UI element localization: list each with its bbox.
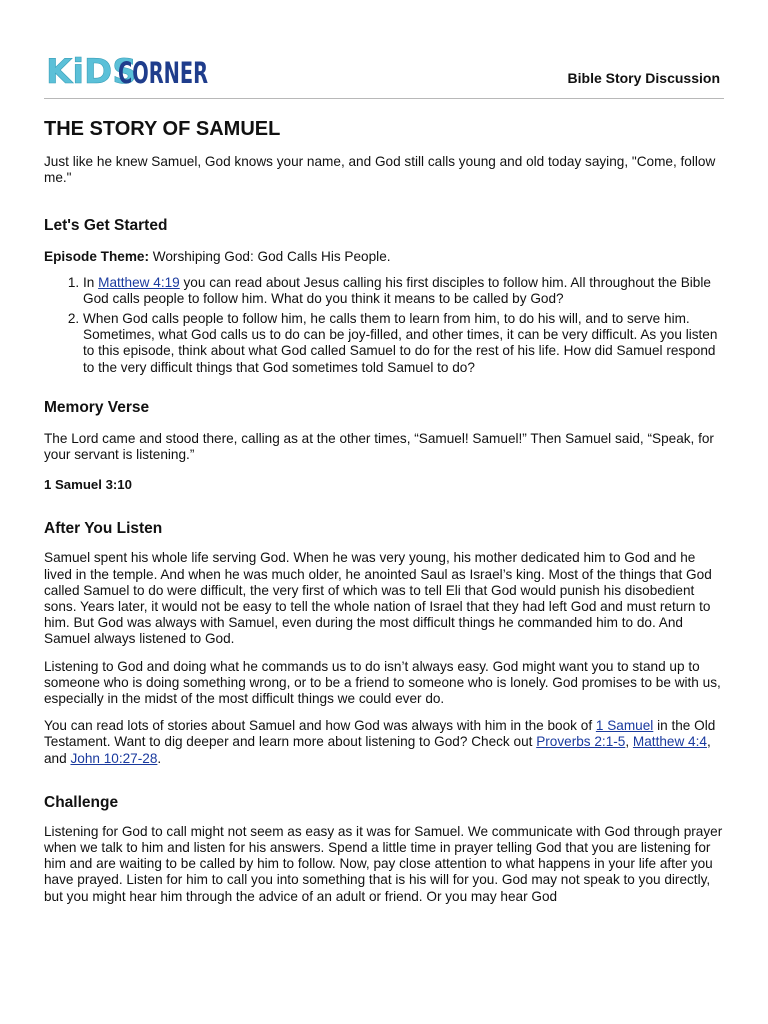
page-title: THE STORY OF SAMUEL xyxy=(44,118,281,140)
paragraph-text: , and xyxy=(44,734,711,766)
list-item xyxy=(83,275,724,307)
intro-paragraph: Just like he knew Samuel, God knows your name, and God still calls young and old today saying, "Come, follow me." xyxy=(44,154,716,186)
paragraph-text: . xyxy=(157,750,162,766)
paragraph-text: in the Old Testament. Want to dig deeper and learn more about listening to God? Check out xyxy=(44,718,716,750)
after-paragraph-1: Samuel spent his whole life serving God. When he was very young, his mother dedicated him to God and he lived in the temple. And when he was much older, he anointed Saul as Israel’s king. Most of the things that God called Samuel to do were difficult, the very first of which was to tell Eli that God would punish his disobedient sons. Years later, it would not be easy to tell the whole nation of Israel that they had left God and must return to him. But God was always with Samuel, even during the most difficult things he commanded him to do. And Samuel always listened to God. xyxy=(44,550,712,647)
link-proverbs-2-1-5[interactable]: Proverbs 2:1-5 xyxy=(536,734,626,750)
list-item-text: In xyxy=(83,274,99,290)
after-paragraph-3 xyxy=(44,718,724,767)
episode-theme-value: Worshiping God: God Calls His People. xyxy=(149,249,391,265)
challenge-paragraph: Listening for God to call might not seem as easy as it was for Samuel. We communicate with God through prayer when we talk to him and listen for his answers. Spend a little time in prayer telling God that you are listening for him and are waiting to be called by him to follow. Now, pay close attention to what happens in your life after you have prayed. Listen for him to call you into something that is his will for you. God may not speak to you directly, but you might hear him through the advice of an adult or friend. Or you may hear God xyxy=(44,823,723,904)
link-john-10-27-28[interactable]: John 10:27-28 xyxy=(70,750,158,766)
list-item-text: you can read about Jesus calling his first disciples to follow him. All throughout the Bible God calls people to follow him. What do you think it means to be called by God? xyxy=(83,274,711,306)
paragraph-text: You can read lots of stories about Samuel and how God was always with him in the book of xyxy=(44,718,596,734)
discussion-list xyxy=(44,275,724,376)
link-matthew-4-19[interactable]: Matthew 4:19 xyxy=(98,274,180,290)
section-heading-challenge: Challenge xyxy=(44,793,119,811)
paragraph-text: , xyxy=(625,734,633,750)
list-item xyxy=(83,311,724,376)
link-1-samuel[interactable]: 1 Samuel xyxy=(595,718,654,734)
logo-kids-text: KiDS xyxy=(46,52,137,92)
episode-theme-label: Episode Theme: xyxy=(44,249,149,265)
section-heading-after-you-listen: After You Listen xyxy=(44,520,163,538)
memory-verse-text: The Lord came and stood there, calling as at the other times, “Samuel! Samuel!” Then Samuel said, “Speak, for your servant is listening.” xyxy=(44,430,714,463)
link-matthew-4-4[interactable]: Matthew 4:4 xyxy=(632,734,707,750)
section-heading-memory-verse: Memory Verse xyxy=(44,398,150,416)
header xyxy=(44,46,724,99)
kids-corner-logo xyxy=(44,46,214,92)
logo-corner-text: CORNER xyxy=(118,56,208,90)
after-paragraph-2: Listening to God and doing what he commands us to do isn’t always easy. God might want you to stand up to someone who is doing something wrong, or to be a friend to someone who is lonely. God promises to be with us, especially in the midst of the most difficult things we could ever do. xyxy=(44,658,721,707)
episode-theme xyxy=(44,249,724,265)
main-content xyxy=(44,117,724,916)
list-item-text: When God calls people to follow him, he calls them to learn from him, to do his will, and to serve him. Sometimes, what God calls us to do can be joy-filled, and other times, it can be very difficult. As you listen to this episode, think about what God called Samuel to do for the rest of his life. How did Samuel respond to the very difficult things that God sometimes told Samuel to do? xyxy=(83,311,718,375)
section-heading-lets-get-started: Let's Get Started xyxy=(44,217,168,235)
memory-verse-reference: 1 Samuel 3:10 xyxy=(44,477,132,493)
header-section-title: Bible Story Discussion xyxy=(567,70,720,86)
